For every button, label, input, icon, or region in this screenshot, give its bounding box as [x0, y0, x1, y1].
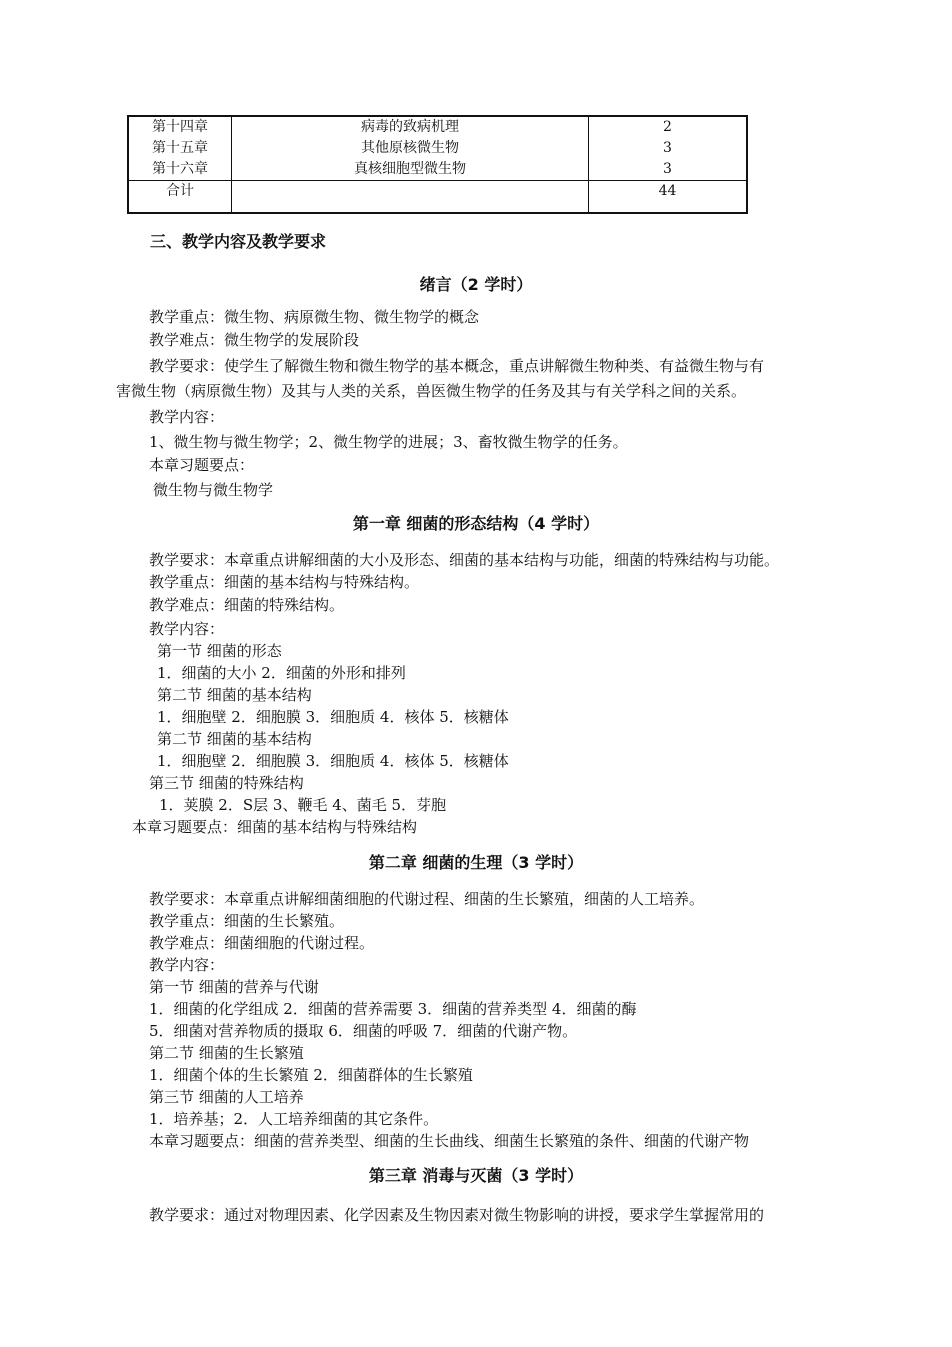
ch1-section-2a: 第二节 细菌的基本结构 — [157, 686, 312, 704]
ch1-section-2b: 第二节 细菌的基本结构 — [157, 730, 312, 748]
ch2-exercise: 本章习题要点：细菌的营养类型、细菌的生长曲线、细菌生长繁殖的条件、细菌的代谢产物 — [149, 1132, 750, 1150]
total-content-cell — [232, 181, 589, 214]
hours-cell: 3 — [589, 159, 748, 181]
ch1-difficulties: 教学难点：细菌的特殊结构。 — [149, 596, 345, 614]
chapter-cell: 第十五章 — [128, 138, 232, 159]
ch2-title: 第二章 细菌的生理（3 学时） — [368, 853, 584, 872]
ch3-title: 第三章 消毒与灭菌（3 学时） — [368, 1166, 584, 1185]
ch2-difficulties: 教学难点：细菌细胞的代谢过程。 — [149, 934, 375, 952]
ch1-section-2b-items: 1．细胞壁 2．细胞膜 3．细胞质 4．核体 5．核糖体 — [157, 752, 509, 770]
ch3-requirements: 教学要求：通过对物理因素、化学因素及生物因素对微生物影响的讲授，要求学生掌握常用的 — [149, 1206, 765, 1224]
ch2-key-points: 教学重点：细菌的生长繁殖。 — [149, 912, 345, 930]
ch2-section-3-items: 1．培养基；2．人工培养细菌的其它条件。 — [149, 1110, 439, 1128]
chapter-cell: 第十四章 — [128, 116, 232, 138]
ch1-title: 第一章 细菌的形态结构（4 学时） — [352, 514, 600, 533]
ch2-section-1: 第一节 细菌的营养与代谢 — [149, 978, 319, 996]
hours-cell: 2 — [589, 116, 748, 138]
ch1-key-points: 教学重点：细菌的基本结构与特殊结构。 — [149, 573, 420, 591]
ch2-section-3: 第三节 细菌的人工培养 — [149, 1088, 304, 1106]
intro-exercise: 微生物与微生物学 — [153, 481, 274, 499]
ch2-section-2-items: 1．细菌个体的生长繁殖 2．细菌群体的生长繁殖 — [149, 1066, 473, 1084]
hours-table — [127, 115, 748, 214]
intro-content: 1、微生物与微生物学；2、微生物学的进展；3、畜牧微生物学的任务。 — [149, 433, 628, 451]
table-row — [128, 116, 747, 138]
total-hours-cell: 44 — [589, 181, 748, 214]
intro-key-points: 教学重点：微生物、病原微生物、微生物学的概念 — [149, 308, 480, 326]
intro-exercise-label: 本章习题要点： — [149, 456, 255, 474]
intro-requirements-line2: 害微生物（病原微生物）及其与人类的关系，兽医微生物学的任务及其与有关学科之间的关系。 — [116, 382, 747, 400]
ch2-section-1-items-line1: 1．细菌的化学组成 2．细菌的营养需要 3．细菌的营养类型 4．细菌的酶 — [149, 1000, 637, 1018]
ch1-section-3: 第三节 细菌的特殊结构 — [149, 774, 304, 792]
intro-requirements-line1: 教学要求：使学生了解微生物和微生物学的基本概念，重点讲解微生物种类、有益微生物与有 — [149, 357, 765, 375]
ch2-requirements: 教学要求：本章重点讲解细菌细胞的代谢过程、细菌的生长繁殖，细菌的人工培养。 — [149, 890, 705, 908]
content-cell: 病毒的致病机理 — [232, 116, 589, 138]
table-total-row — [128, 181, 747, 214]
ch1-exercise: 本章习题要点：细菌的基本结构与特殊结构 — [132, 818, 418, 836]
ch1-section-2a-items: 1．细胞壁 2．细胞膜 3．细胞质 4．核体 5．核糖体 — [157, 708, 509, 726]
section-heading: 三、教学内容及教学要求 — [150, 232, 327, 251]
ch1-section-1-items: 1．细菌的大小 2．细菌的外形和排列 — [157, 664, 406, 682]
table-row — [128, 159, 747, 181]
ch2-section-2: 第二节 细菌的生长繁殖 — [149, 1044, 304, 1062]
content-cell: 真核细胞型微生物 — [232, 159, 589, 181]
table-row — [128, 138, 747, 159]
intro-title: 绪言（2 学时） — [419, 275, 533, 294]
chapter-cell: 第十六章 — [128, 159, 232, 181]
ch2-content-label: 教学内容： — [149, 956, 225, 974]
hours-cell: 3 — [589, 138, 748, 159]
ch1-requirements: 教学要求：本章重点讲解细菌的大小及形态、细菌的基本结构与功能，细菌的特殊结构与功能。 — [149, 551, 780, 569]
ch1-section-3-items: 1．荚膜 2．S层 3、鞭毛 4、菌毛 5．芽胞 — [159, 796, 447, 814]
intro-content-label: 教学内容： — [149, 408, 225, 426]
total-label-cell: 合计 — [128, 181, 232, 214]
intro-difficulties: 教学难点：微生物学的发展阶段 — [149, 331, 360, 349]
content-cell: 其他原核微生物 — [232, 138, 589, 159]
ch2-section-1-items-line2: 5．细菌对营养物质的摄取 6．细菌的呼吸 7．细菌的代谢产物。 — [149, 1022, 578, 1040]
ch1-content-label: 教学内容： — [149, 620, 225, 638]
ch1-section-1: 第一节 细菌的形态 — [157, 642, 282, 660]
